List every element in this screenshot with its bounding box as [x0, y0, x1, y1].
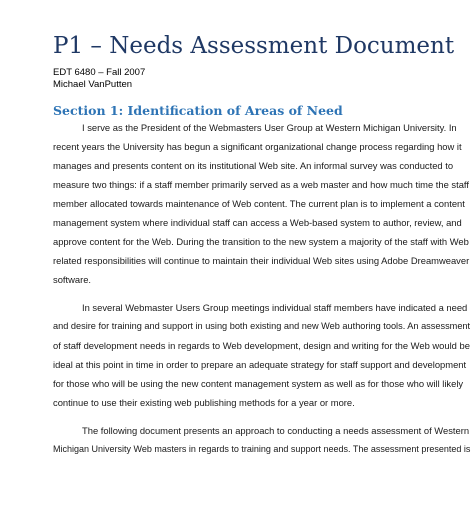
text-line: of staff development needs in regards to Web development, design and writing for the Web would be — [53, 340, 470, 351]
text-line: In several Webmaster Users Group meetings individual staff members have indicated a need — [82, 302, 468, 313]
document-title: P1 – Needs Assessment Document — [53, 33, 455, 59]
text-line: related responsibilities will continue to maintain their individual Web sites using Adobe Dreamweaver — [53, 255, 470, 266]
text-line: software. — [53, 274, 92, 285]
text-line: member allocated towards maintenance of Web content. The current plan is to implement a content — [53, 198, 465, 209]
text-line: management system where individual staff can access a Web-based system to author, review, and — [53, 217, 462, 228]
text-line: ideal at this point in time in order to prepare an adequate strategy for staff support and development — [53, 359, 467, 370]
author-name: Michael VanPutten — [53, 79, 133, 90]
text-line: recent years the University has begun a significant organizational change process regarding how it — [53, 141, 462, 152]
text-line: measure two things: if a staff member primarily served as a web master and how much time the staff — [53, 179, 469, 190]
section-heading: Section 1: Identification of Areas of Need — [53, 103, 343, 118]
text-line: Michigan University Web masters in regards to training and support needs. The assessment presented is — [53, 444, 471, 454]
text-line: I serve as the President of the Webmasters User Group at Western Michigan University. In — [82, 122, 457, 133]
text-line: for those who will be using the new content management system as well as for those who will likely — [53, 378, 464, 389]
text-line: The following document presents an approach to conducting a needs assessment of Western — [82, 425, 470, 436]
course-info: EDT 6480 – Fall 2007 — [53, 67, 146, 78]
text-line: approve content for the Web. During the transition to the new system a majority of the staff with Web — [53, 236, 469, 247]
text-line: continue to use their existing web publishing methods for a year or more. — [53, 397, 355, 408]
text-line: and desire for training and support in using both existing and new Web authoring tools. An assessment — [53, 321, 471, 331]
text-line: manages and presents content on its institutional Web site. An informal survey was conducted to — [53, 160, 454, 171]
